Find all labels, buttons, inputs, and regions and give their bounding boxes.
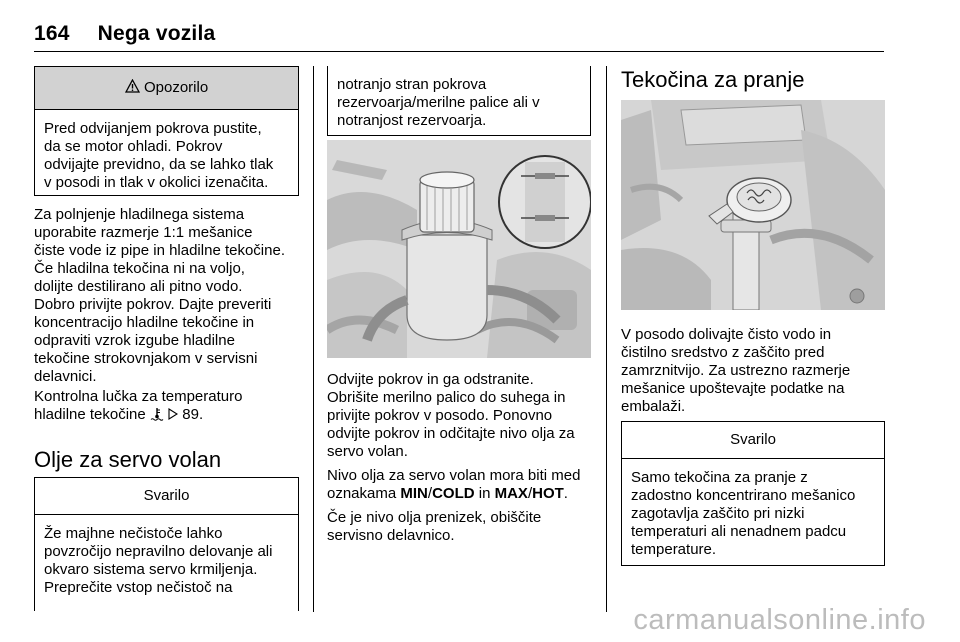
mark-separator: / xyxy=(527,485,533,502)
text-segment: in xyxy=(478,485,491,502)
warning-triangle-icon xyxy=(125,79,144,96)
warning-header xyxy=(35,67,298,110)
page-reference-icon xyxy=(168,406,182,423)
mark-hot: HOT xyxy=(532,485,564,502)
caution-header: Svarilo xyxy=(35,478,298,515)
text-line: Če je nivo olja prenizek, obiščite xyxy=(327,509,542,526)
text-line: uporabite razmerje 1:1 mešanice xyxy=(34,224,253,241)
warning-title: Opozorilo xyxy=(143,79,209,96)
text-line: zamrznitvijo. Za ustrezno razmerje xyxy=(621,362,851,379)
caution-line: zagotavlja zaščito pri nizki xyxy=(631,505,805,522)
caution-line: zadostno koncentrirano mešanico xyxy=(631,487,856,504)
text-segment: . xyxy=(563,485,568,502)
mark-min: MIN xyxy=(400,485,428,502)
column-divider xyxy=(313,66,314,612)
text-line: delavnici. xyxy=(34,368,97,385)
caution-line: povzročijo nepravilno delovanje ali xyxy=(44,543,273,560)
text-line: servisno delavnico. xyxy=(327,527,455,544)
warning-line: v posodi in tlak v okolici izenačita. xyxy=(44,174,269,191)
text-line: Za polnjenje hladilnega sistema xyxy=(34,206,245,223)
caution-line: notranjo stran pokrova xyxy=(337,76,487,93)
text-segment: hladilne tekočine xyxy=(34,406,146,423)
caution-line: temperaturi ali nenadnem padcu xyxy=(631,523,847,540)
caution-body xyxy=(328,66,590,138)
text-line: čistilno sredstvo z zaščito pred xyxy=(621,344,825,361)
section-heading-washer-fluid: Tekočina za pranje xyxy=(621,67,805,92)
text-line: koncentracijo hladilne tekočine in xyxy=(34,314,255,331)
text-segment: oznakama xyxy=(327,485,397,502)
text-line: embalaži. xyxy=(621,398,686,415)
caution-box xyxy=(621,421,885,566)
caution-box-continued xyxy=(327,66,591,136)
page-header xyxy=(34,22,215,46)
caution-line: Samo tekočina za pranje z xyxy=(631,469,808,486)
text-line: dolijte destilirano ali pitno vodo. xyxy=(34,278,243,295)
header-rule xyxy=(34,51,884,52)
warning-line: da se motor ohladi. Pokrov xyxy=(44,138,223,155)
check-paragraph xyxy=(327,371,602,545)
text-line: tekočine strokovnjakom v servisni xyxy=(34,350,258,367)
warning-body xyxy=(35,110,298,200)
washer-paragraph xyxy=(621,326,886,416)
caution-line: temperature. xyxy=(631,541,717,558)
warning-line: Pred odvijanjem pokrova pustite, xyxy=(44,120,262,137)
text-line: čiste vode iz pipe in hladilne tekočine. xyxy=(34,242,285,259)
caution-line: Preprečite vstop nečistoč na xyxy=(44,579,233,596)
mark-cold: COLD xyxy=(432,485,475,502)
caution-line: notranjost rezervoarja. xyxy=(337,112,487,129)
text-line: Dobro privijte pokrov. Dajte preveriti xyxy=(34,296,272,313)
text-line: Nivo olja za servo volan mora biti med xyxy=(327,467,581,484)
caution-body xyxy=(622,459,884,567)
caution-body xyxy=(35,515,298,605)
text-line: privijte pokrov v posodo. Ponovno xyxy=(327,407,553,424)
power-steering-reservoir-illustration xyxy=(327,140,591,358)
text-line: Odvijte pokrov in ga odstranite. xyxy=(327,371,534,388)
caution-line: Že majhne nečistoče lahko xyxy=(44,525,223,542)
text-line: odvijte pokrov in odčitajte nivo olja za xyxy=(327,425,575,442)
text-line xyxy=(34,406,309,424)
caution-line: rezervoarja/merilne palice ali v xyxy=(337,94,540,111)
page-reference: 89. xyxy=(182,406,204,423)
text-line: Kontrolna lučka za temperaturo xyxy=(34,388,243,405)
text-line: servo volan. xyxy=(327,443,408,460)
text-line: V posodo dolivajte čisto vodo in xyxy=(621,326,832,343)
column-divider xyxy=(606,66,607,612)
page-title: Nega vozila xyxy=(97,22,216,45)
washer-fluid-reservoir-illustration xyxy=(621,100,885,310)
caution-line: okvaro sistema servo krmiljenja. xyxy=(44,561,258,578)
coolant-paragraph xyxy=(34,206,309,386)
text-line: mešanice upoštevajte podatke na xyxy=(621,380,845,397)
text-line: Obrišite merilno palico do suhega in xyxy=(327,389,566,406)
temperature-warning-icon xyxy=(150,406,168,423)
caution-box xyxy=(34,477,299,611)
indicator-paragraph xyxy=(34,388,309,424)
text-line xyxy=(327,485,602,503)
page-number: 164 xyxy=(34,22,70,45)
mark-separator: / xyxy=(427,485,433,502)
section-heading-power-steering: Olje za servo volan xyxy=(34,447,222,472)
caution-header: Svarilo xyxy=(622,422,884,459)
mark-max: MAX xyxy=(494,485,528,502)
watermark: carmanualsonline.info xyxy=(633,604,926,636)
warning-line: odvijajte previdno, da se lahko tlak xyxy=(44,156,274,173)
text-line: odpraviti vzrok izgube hladilne xyxy=(34,332,235,349)
text-line: Če hladilna tekočina ni na voljo, xyxy=(34,260,245,277)
warning-box xyxy=(34,66,299,196)
